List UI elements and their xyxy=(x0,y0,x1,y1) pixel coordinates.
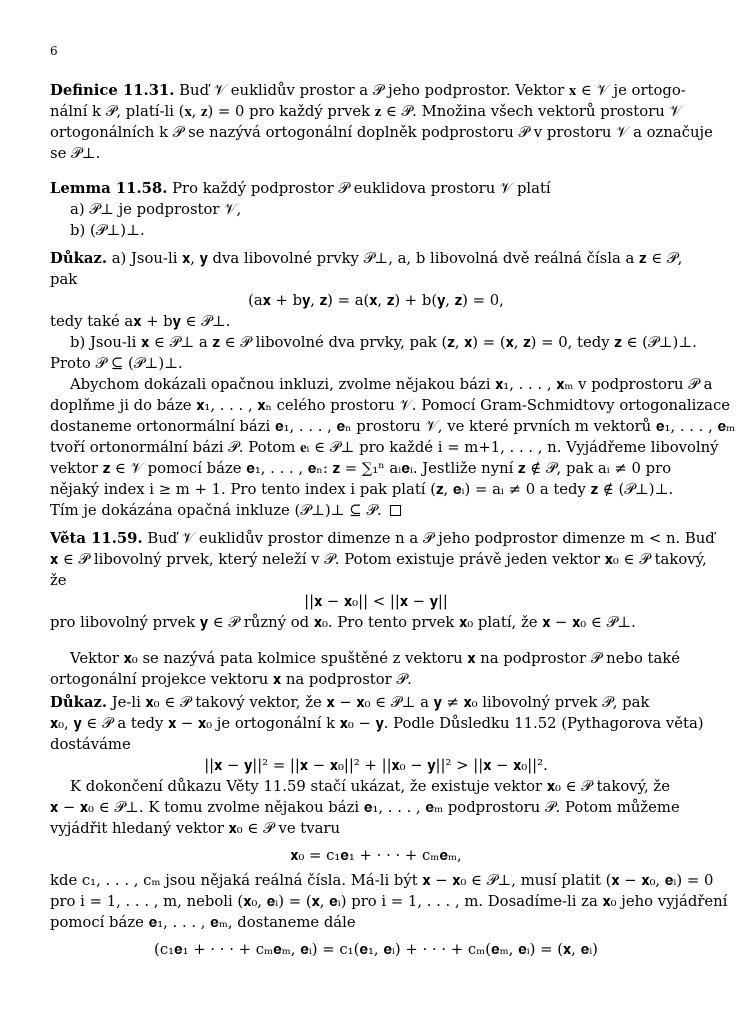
theorem-line: 𝐱 ∈ 𝒫 libovolný prvek, který neleží v 𝒫. Potom existuje právě jeden vektor 𝐱₀ ∈ 𝒫 takový, xyxy=(50,551,707,568)
lemma-heading: Lemma 11.58. xyxy=(50,180,168,197)
qed-square-icon xyxy=(390,505,401,516)
definition-line: Buď 𝒱 euklidův prostor a 𝒫 jeho podprostor. Vektor 𝐱 ∈ 𝒱 je ortogo- xyxy=(179,82,686,99)
proof-line: 𝐱 − 𝐱₀ ∈ 𝒫⊥. K tomu zvolme nějakou bázi 𝐞₁, . . . , 𝐞ₘ podprostoru 𝒫. Potom můžeme xyxy=(50,799,680,816)
proof-line: vyjádřit hledaný vektor 𝐱₀ ∈ 𝒫 ve tvaru xyxy=(50,820,341,837)
page-number: 6 xyxy=(50,44,58,58)
proof-line: dostáváme xyxy=(50,736,131,753)
proof-line: 𝐱₀, 𝐲 ∈ 𝒫 a tedy 𝐱 − 𝐱₀ je ortogonální k 𝐱₀ − 𝐲. Podle Důsledku 11.52 (Pythagorova věta) xyxy=(50,715,704,732)
lemma-line: Pro každý podprostor 𝒫 euklidova prostoru 𝒱 platí xyxy=(172,180,551,197)
proof-line: a) Jsou-li 𝐱, 𝐲 dva libovolné prvky 𝒫⊥, a, b libovolná dvě reálná čísla a 𝐳 ∈ 𝒫, xyxy=(111,250,683,267)
theorem-line: že xyxy=(50,572,67,589)
proof-line: tedy také a𝐱 + b𝐲 ∈ 𝒫⊥. xyxy=(50,313,231,330)
proof-heading: Důkaz. xyxy=(50,694,107,711)
proof-line: Je-li 𝐱₀ ∈ 𝒫 takový vektor, že 𝐱 − 𝐱₀ ∈ 𝒫⊥ a 𝐲 ≠ 𝐱₀ libovolný prvek 𝒫, pak xyxy=(111,694,650,711)
theorem-line: pro libovolný prvek 𝐲 ∈ 𝒫 různý od 𝐱₀. Pro tento prvek 𝐱₀ platí, že 𝐱 − 𝐱₀ ∈ 𝒫⊥. xyxy=(50,614,636,631)
lemma-item-a: a) 𝒫⊥ je podprostor 𝒱, xyxy=(70,201,242,218)
proof-line: pro i = 1, . . . , m, neboli (𝐱₀, 𝐞ᵢ) = (𝐱, 𝐞ᵢ) pro i = 1, . . . , m. Dosadíme-li za 𝐱₀ jeho vyjádření xyxy=(50,893,728,910)
definition-line: nální k 𝒫, platí-li (𝐱, 𝐳) = 0 pro každý prvek 𝐳 ∈ 𝒫. Množina všech vektorů prostoru 𝒱 xyxy=(50,103,682,120)
proof-equation: (c₁𝐞₁ + · · · + cₘ𝐞ₘ, 𝐞ᵢ) = c₁(𝐞₁, 𝐞ᵢ) + · · · + cₘ(𝐞ₘ, 𝐞ᵢ) = (𝐱, 𝐞ᵢ) xyxy=(154,941,598,958)
lemma-item-b: b) (𝒫⊥)⊥. xyxy=(70,222,145,239)
theorem-line: Buď 𝒱 euklidův prostor dimenze n a 𝒫 jeho podprostor dimenze m < n. Buď xyxy=(147,530,715,547)
proof-line: tvoří ortonormální bázi 𝒫. Potom 𝐞ᵢ ∈ 𝒫⊥ pro každé i = m+1, . . . , n. Vyjádřeme libovolný xyxy=(50,439,719,456)
proof-block xyxy=(50,248,736,521)
definition-heading: Definice 11.31. xyxy=(50,82,175,99)
proof-line: kde c₁, . . . , cₘ jsou nějaká reálná čísla. Má-li být 𝐱 − 𝐱₀ ∈ 𝒫⊥, musí platit (𝐱 − 𝐱₀, 𝐞ᵢ) = 0 xyxy=(50,872,714,889)
proof-block-2 xyxy=(50,692,728,960)
proof-line: nějaký index i ≥ m + 1. Pro tento index i pak platí (𝐳, 𝐞ᵢ) = aᵢ ≠ 0 a tedy 𝐳 ∉ (𝒫⊥)⊥. xyxy=(50,481,674,498)
proof-line: vektor 𝐳 ∈ 𝒱 pomocí báze 𝐞₁, . . . , 𝐞ₙ: 𝐳 = ∑₁ⁿ aᵢ𝐞ᵢ. Jestliže nyní 𝐳 ∉ 𝒫, pak aᵢ ≠ 0 pro xyxy=(50,460,672,477)
proof-line: Abychom dokázali opačnou inkluzi, zvolme nějakou bázi 𝐱₁, . . . , 𝐱ₘ v podprostoru 𝒫 a xyxy=(70,376,713,393)
theorem-equation: ||𝐱 − 𝐱₀|| < ||𝐱 − 𝐲|| xyxy=(304,593,448,610)
definition-block xyxy=(50,80,713,164)
definition-line: se 𝒫⊥. xyxy=(50,145,101,162)
remark-line: Vektor 𝐱₀ se nazývá pata kolmice spuštěné z vektoru 𝐱 na podprostor 𝒫 nebo také xyxy=(70,650,681,667)
definition-remark-block xyxy=(50,648,702,690)
lemma-block xyxy=(50,178,702,241)
definition-line: ortogonálních k 𝒫 se nazývá ortogonální doplněk podprostoru 𝒫 v prostoru 𝒱 a označuje xyxy=(50,124,713,141)
proof-line: Proto 𝒫 ⊆ (𝒫⊥)⊥. xyxy=(50,355,183,372)
proof-line: dostaneme ortonormální bázi 𝐞₁, . . . , 𝐞ₙ prostoru 𝒱, ve které prvních m vektorů 𝐞₁, . . . , 𝐞ₘ xyxy=(50,418,736,435)
proof-equation: 𝐱₀ = c₁𝐞₁ + · · · + cₘ𝐞ₘ, xyxy=(290,847,462,864)
theorem-heading: Věta 11.59. xyxy=(50,530,143,547)
proof-heading: Důkaz. xyxy=(50,250,107,267)
remark-line: ortogonální projekce vektoru 𝐱 na podprostor 𝒫. xyxy=(50,671,412,688)
proof-line: K dokončení důkazu Věty 11.59 stačí ukázat, že existuje vektor 𝐱₀ ∈ 𝒫 takový, že xyxy=(70,778,670,795)
proof-line: Tím je dokázána opačná inkluze (𝒫⊥)⊥ ⊆ 𝒫. xyxy=(50,502,382,519)
proof-line: pomocí báze 𝐞₁, . . . , 𝐞ₘ, dostaneme dále xyxy=(50,914,356,931)
theorem-block xyxy=(50,528,715,633)
proof-line: doplňme ji do báze 𝐱₁, . . . , 𝐱ₙ celého prostoru 𝒱. Pomocí Gram-Schmidtovy ortogonalizace xyxy=(50,397,731,414)
proof-equation: (a𝐱 + b𝐲, 𝐳) = a(𝐱, 𝐳) + b(𝐲, 𝐳) = 0, xyxy=(248,292,504,309)
proof-equation: ||𝐱 − 𝐲||² = ||𝐱 − 𝐱₀||² + ||𝐱₀ − 𝐲||² > ||𝐱 − 𝐱₀||². xyxy=(204,757,548,774)
proof-line: pak xyxy=(50,271,78,288)
proof-line: b) Jsou-li 𝐱 ∈ 𝒫⊥ a 𝐳 ∈ 𝒫 libovolné dva prvky, pak (𝐳, 𝐱) = (𝐱, 𝐳) = 0, tedy 𝐳 ∈ (𝒫⊥)⊥. xyxy=(70,334,697,351)
